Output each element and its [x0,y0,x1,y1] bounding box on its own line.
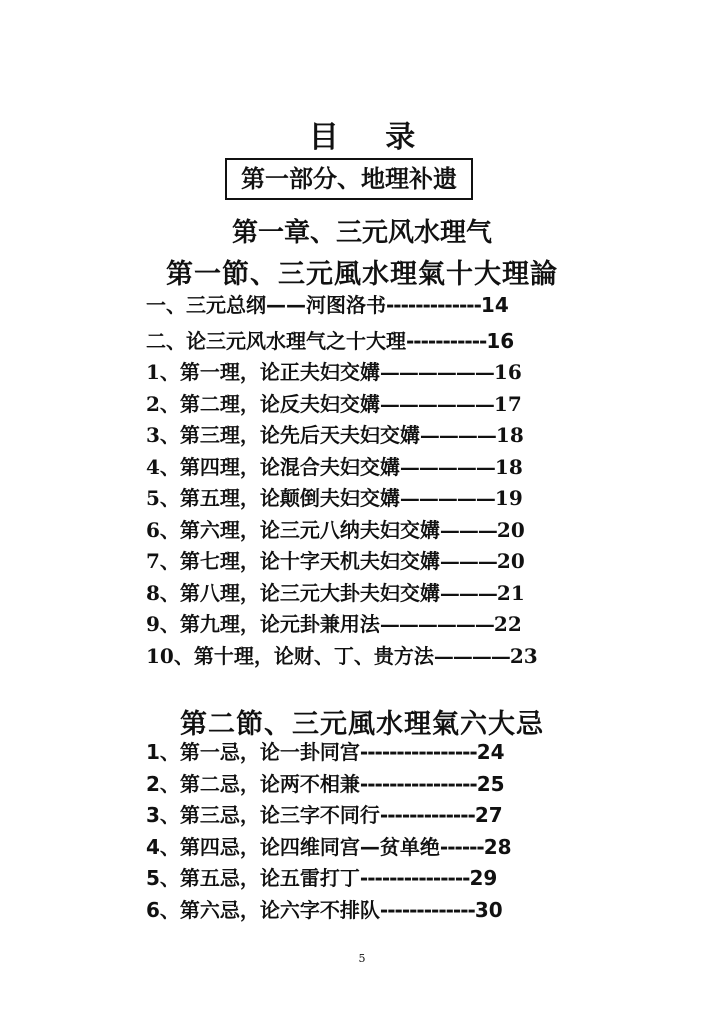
toc-page-number: 20 [496,517,525,542]
toc-entry-label: 一、三元总纲——河图洛书 [146,293,386,317]
toc-leader: ----------- [406,328,487,353]
toc-entry-label: 6、第六忌，论六字不排队 [146,897,380,922]
toc-entry[interactable] [146,357,538,389]
toc-entry-label: 2、第二忌，论两不相兼 [146,771,360,796]
toc-leader: —————— [379,391,494,416]
toc-entry[interactable] [146,895,512,927]
toc-page-number: 21 [496,580,525,605]
toc-leader: --------------- [359,866,470,890]
toc-entry[interactable] [146,641,538,673]
toc-leader: —————— [379,360,494,384]
toc-leader: ---------------- [359,740,477,764]
toc-leader: ------ [439,834,484,859]
toc-entry[interactable] [146,863,512,895]
toc-page-number: 22 [493,612,522,636]
chapter-heading: 第一章、三元风水理气 [231,218,492,248]
toc-entry[interactable] [146,389,538,421]
toc-leader: ------------- [379,803,475,827]
page-title: 目 录 [308,120,434,155]
toc-entry[interactable] [146,290,538,322]
toc-entry[interactable] [146,452,538,484]
toc-entry-label: 3、第三忌，论三字不同行 [146,803,380,827]
toc-entry[interactable] [146,326,538,358]
toc-page-number: 18 [495,423,524,447]
section-heading: 第一節、三元風水理氣十大理論 [166,259,558,290]
toc-list [146,290,538,672]
toc-leader: ————— [399,454,495,479]
toc-entry-label: 10、第十理，论财、丁、贵方法 [146,643,434,668]
toc-page-number: 17 [493,391,522,416]
toc-leader: ——— [439,580,497,605]
toc-entry[interactable] [146,769,512,801]
toc-entry-label: 7、第七理，论十字天机夫妇交媾 [146,549,440,573]
toc-leader: ———— [419,423,496,447]
toc-entry[interactable] [146,737,512,769]
toc-page-number: 29 [469,866,498,890]
toc-entry[interactable] [146,832,512,864]
toc-leader: ——— [439,517,497,542]
toc-leader: ---------------- [359,771,477,796]
toc-entry-label: 1、第一忌，论一卦同宫 [146,740,360,764]
toc-list [146,737,512,926]
toc-page-number: 19 [494,486,523,510]
section-heading: 第二節、三元風水理氣六大忌 [180,709,544,740]
toc-leader: ———— [433,643,510,668]
toc-page-number: 25 [476,771,505,796]
toc-page-number: 24 [476,740,505,764]
toc-page-number: 27 [474,803,503,827]
toc-page-number: 14 [480,293,509,317]
toc-leader: ————— [399,486,495,510]
toc-entry-label: 2、第二理，论反夫妇交媾 [146,391,380,416]
toc-page-number: 20 [496,549,525,573]
part-heading: 第一部分、地理补遗 [225,158,473,200]
toc-entry[interactable] [146,800,512,832]
toc-entry-label: 9、第九理，论元卦兼用法 [146,612,380,636]
toc-entry[interactable] [146,515,538,547]
toc-page-number: 16 [486,328,515,353]
toc-entry-label: 二、论三元风水理气之十大理 [146,328,406,353]
toc-entry-label: 8、第八理，论三元大卦夫妇交媾 [146,580,440,605]
toc-page-number: 28 [483,834,512,859]
toc-leader: ——— [439,549,497,573]
toc-page-number: 18 [494,454,523,479]
toc-leader: —————— [379,612,494,636]
toc-entry[interactable] [146,609,538,641]
toc-page-number: 23 [509,643,538,668]
toc-page-number: 30 [474,897,503,922]
toc-entry-label: 6、第六理，论三元八纳夫妇交媾 [146,517,440,542]
toc-entry-label: 1、第一理，论正夫妇交媾 [146,360,380,384]
toc-entry-label: 3、第三理，论先后天夫妇交媾 [146,423,420,447]
toc-entry[interactable] [146,483,538,515]
toc-page-number: 16 [493,360,522,384]
toc-entry-label: 5、第五理，论颠倒夫妇交媾 [146,486,400,510]
page-number: 5 [358,952,366,965]
toc-leader: ------------- [379,897,475,922]
toc-entry[interactable] [146,578,538,610]
toc-entry-label: 4、第四理，论混合夫妇交媾 [146,454,400,479]
toc-entry-label: 5、第五忌，论五雷打丁 [146,866,360,890]
toc-leader: ------------- [386,293,481,317]
toc-entry-label: 4、第四忌，论四维同宫—贫单绝 [146,834,440,859]
toc-entry[interactable] [146,546,538,578]
toc-entry[interactable] [146,420,538,452]
